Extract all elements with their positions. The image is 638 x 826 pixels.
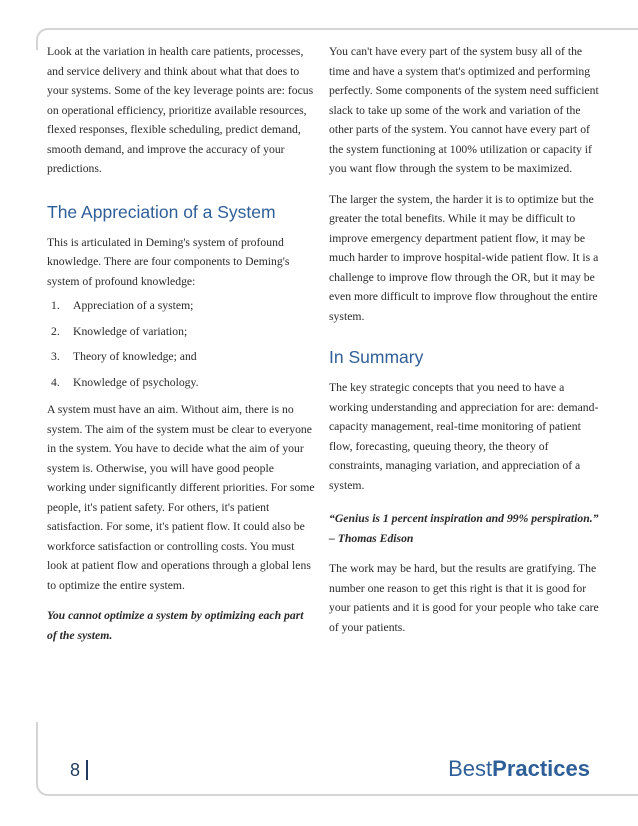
intro-paragraph: Look at the variation in health care patients, processes, and service delivery and think about what that does to your systems. Some of the key leverage points are: focus on operational efficiency, prioritize available resources, flexed responses, flexible scheduling, predict demand, smooth demand, and improve the accuracy of your predictions. <box>47 45 314 175</box>
slack-paragraph: You can't have every part of the system busy all of the time and have a system that's optimized and performing perfectly. Some components of the system need sufficient slack to take up some of the work and variation of the other parts of the system. You cannot have every part of the system functioning at 100% utilization or capacity if you want flow through the system to be maximized. <box>329 45 599 175</box>
page-number: 8 <box>70 760 81 780</box>
list-item: 2. Knowledge of variation; <box>51 324 188 338</box>
page-footer <box>0 757 638 787</box>
edison-quote: “Genius is 1 percent inspiration and 99% perspiration.” – Thomas Edison <box>329 512 599 545</box>
deming-paragraph: This is articulated in Deming's system of profound knowledge. There are four components to Deming's system of profound knowledge: <box>47 235 290 288</box>
list-item: 3. Theory of knowledge; and <box>51 350 197 363</box>
list-item: 4. Knowledge of psychology. <box>51 375 199 389</box>
system-aim-paragraph: A system must have an aim. Without aim, there is no system. The aim of the system must be clear to everyone in the system. You have to decide what the aim of your system is. Otherwise, you will have good people working under significantly different priorities. For some people, it's patient safety. For others, it's patient satisfaction. For some, it's patient flow. It could also be workforce satisfaction or controlling costs. You must look at patient flow and operations through a global lens to optimize the entire system. <box>47 403 315 592</box>
closing-paragraph: The work may be hard, but the results are gratifying. The number one reason to get this right is that it is good for your patients and it is good for your people who take care of your patients. <box>329 562 599 634</box>
list-item: 1. Appreciation of a system; <box>51 299 194 312</box>
page-number-divider <box>86 760 88 780</box>
larger-system-paragraph: The larger the system, the harder it is to optimize but the greater the total benefits. While it may be difficult to improve emergency department patient flow, it may be much harder to improve hospital-wide patient flow. It is a challenge to improve flow through the OR, but it may be even more difficult to improve flow throughout the entire system. <box>329 192 599 323</box>
summary-paragraph: The key strategic concepts that you need to have a working understanding and appreciation for are: demand-capacity management, real-time monitoring of patient flow, forecasting, queuing theory, the theory of constraints, managing variation, and appreciation of a system. <box>329 381 599 492</box>
section-heading-appreciation: The Appreciation of a System <box>47 201 276 222</box>
brand-logo: BestPractices <box>448 756 590 781</box>
deming-components-list <box>47 296 315 392</box>
left-column <box>47 42 315 645</box>
right-column <box>329 42 601 637</box>
emphasis-statement: You cannot optimize a system by optimizing each part of the system. <box>47 609 304 642</box>
section-heading-summary: In Summary <box>329 347 424 367</box>
